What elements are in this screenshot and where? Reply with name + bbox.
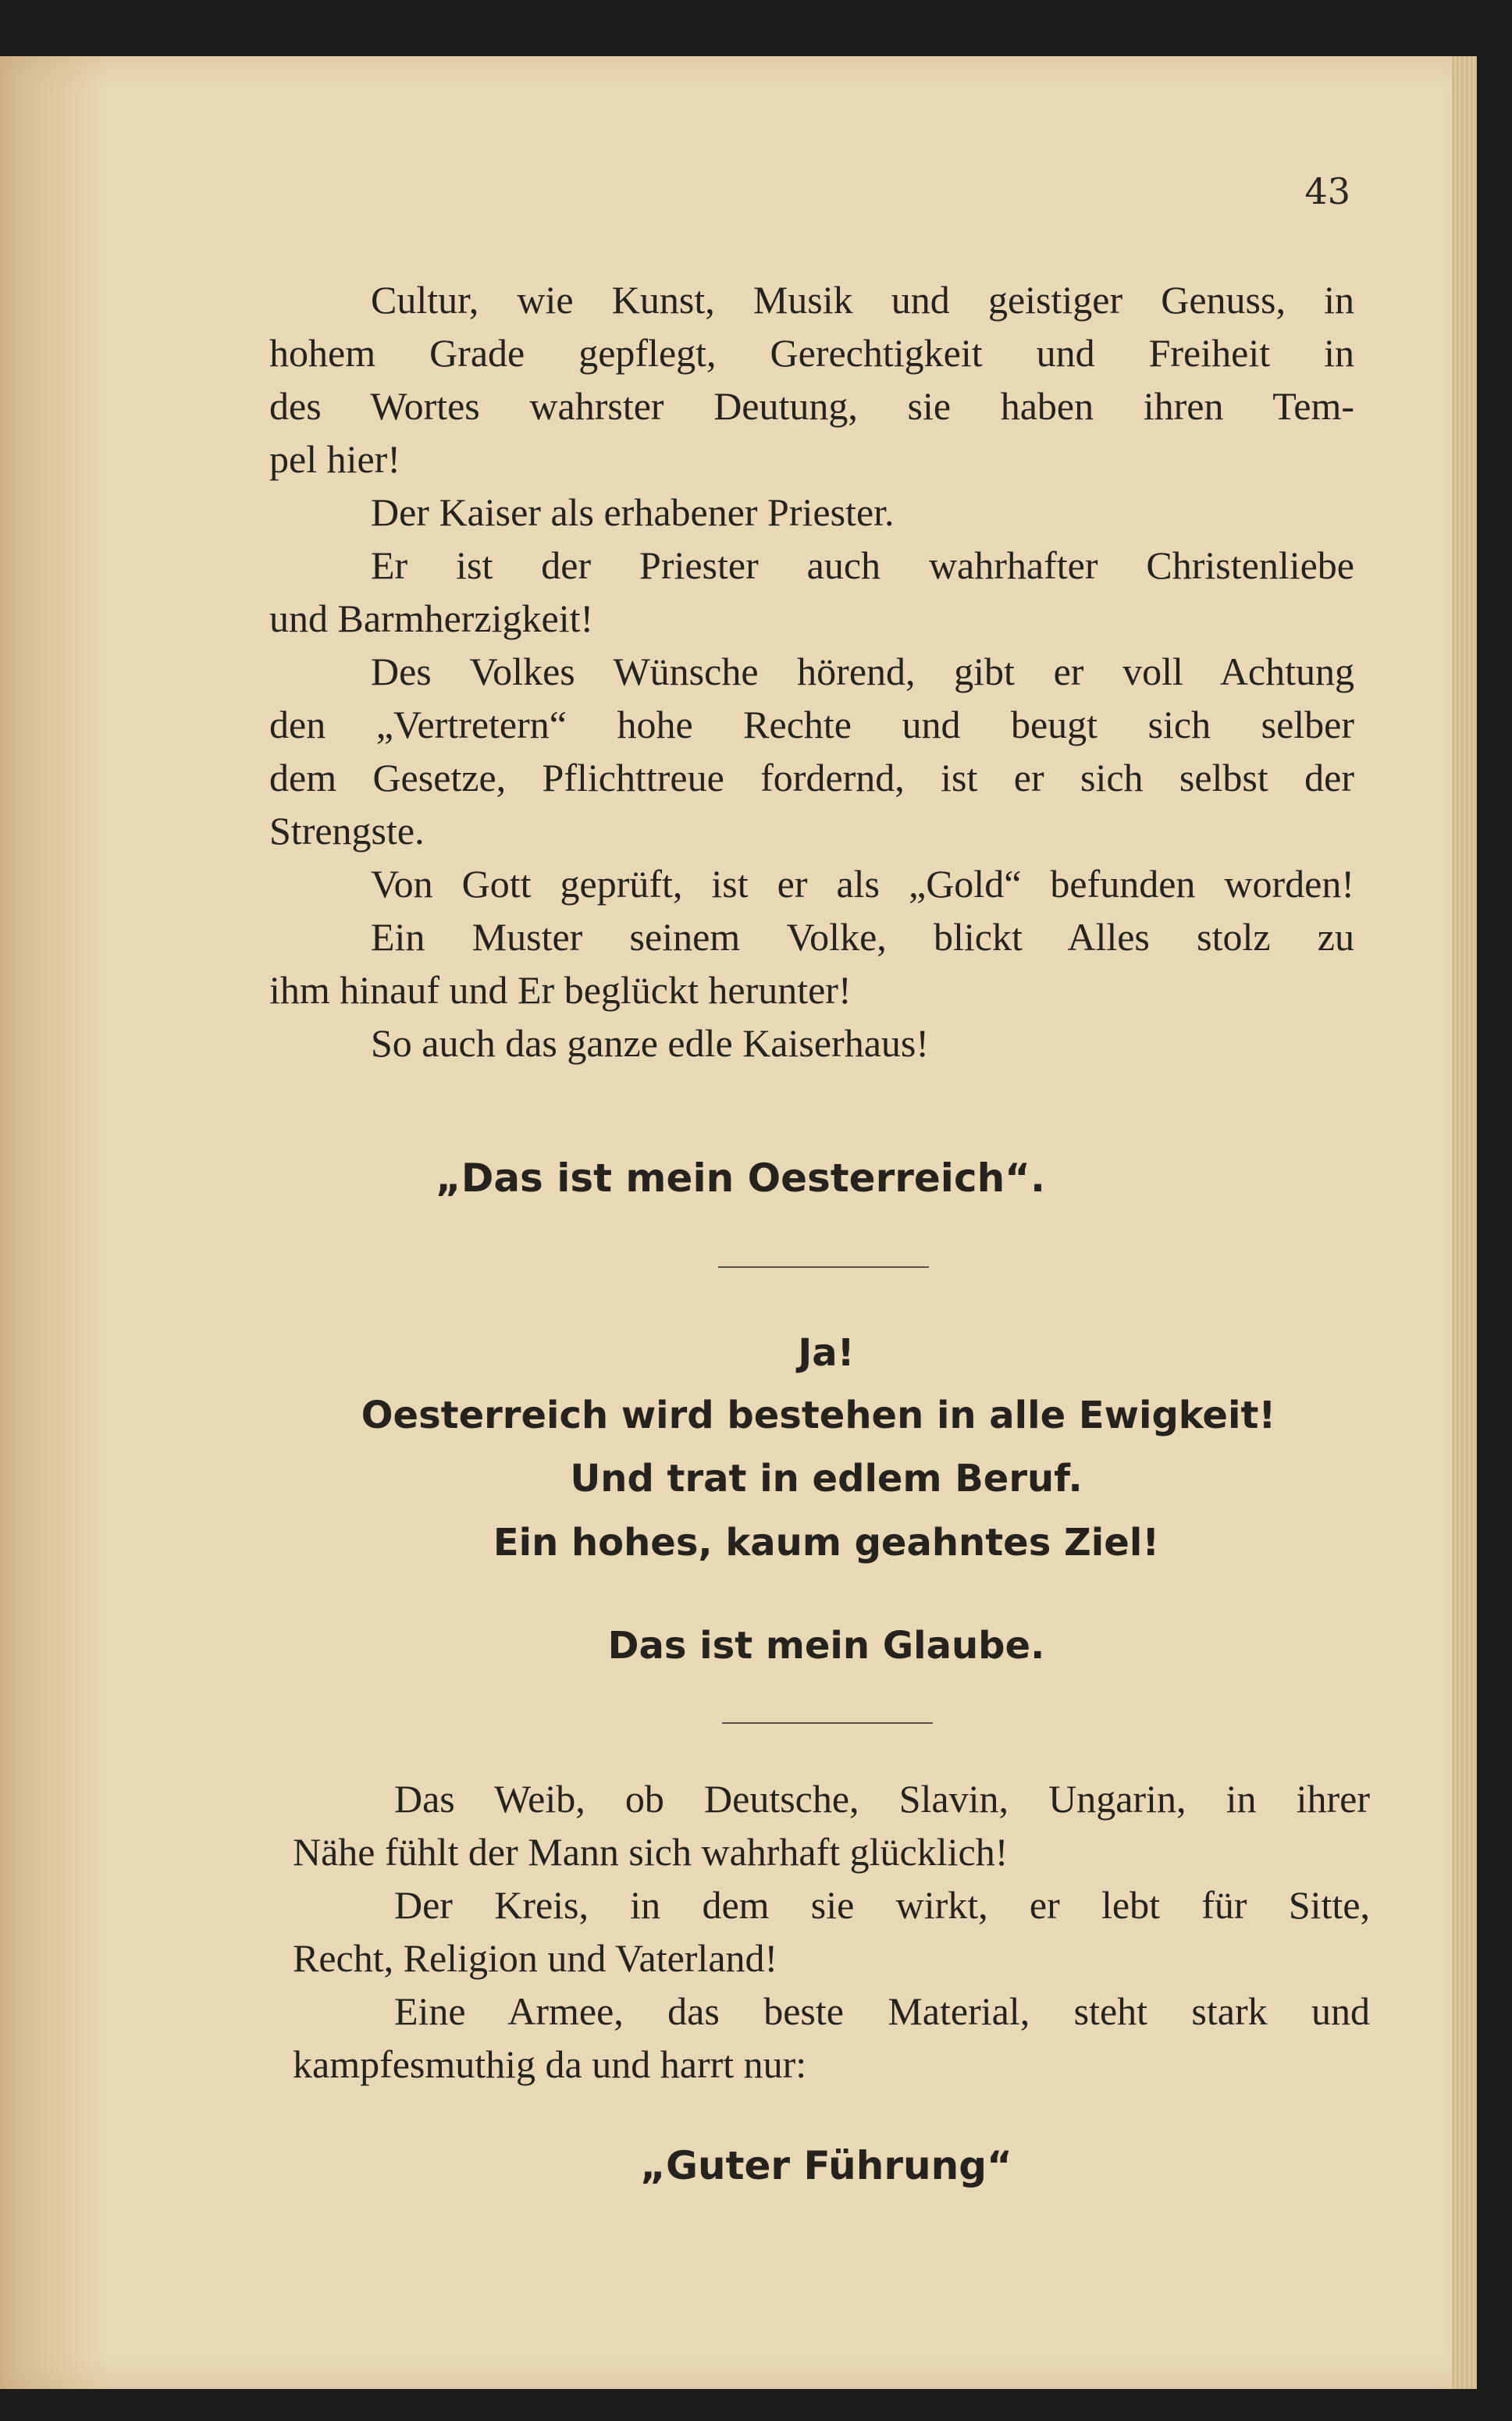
text-line: Eine Armee, das beste Material, steht stark und	[394, 1989, 1370, 2033]
text-line: Der Kaiser als erhabener Priester.	[371, 490, 895, 534]
text-line: und Barmherzigkeit!	[269, 596, 594, 640]
creed-line-2: Und trat in edlem Beruf.	[570, 1457, 1083, 1501]
text-line: hohem Grade gepflegt, Gerechtigkeit und Freiheit in	[269, 331, 1354, 375]
divider-rule	[722, 1722, 933, 1724]
text-line: pel hier!	[269, 437, 400, 481]
text-line: kampfesmuthig da und harrt nur:	[293, 2042, 807, 2086]
text-line: Cultur, wie Kunst, Musik und geistiger Genuss, in	[371, 278, 1354, 322]
text-line: So auch das ganze edle Kaiserhaus!	[371, 1021, 929, 1065]
text-line: Recht, Religion und Vaterland!	[293, 1936, 778, 1980]
motto-oesterreich: „Das ist mein Oesterreich“.	[435, 1155, 1046, 1201]
divider-rule	[718, 1266, 929, 1268]
text-line: Des Volkes Wünsche hörend, gibt er voll Achtung	[371, 650, 1354, 693]
creed-ja: Ja!	[798, 1331, 855, 1375]
text-block-1	[269, 273, 1354, 1070]
page-edge-stack	[1452, 56, 1477, 2389]
text-line: Der Kreis, in dem sie wirkt, er lebt für Sitte,	[394, 1883, 1370, 1927]
text-line: Von Gott geprüft, ist er als „Gold“ befunden worden!	[371, 862, 1354, 906]
text-line: Ein Muster seinem Volke, blickt Alles stolz zu	[371, 915, 1354, 959]
text-line: ihm hinauf und Er beglückt herunter!	[269, 968, 852, 1012]
text-block-2	[293, 1772, 1370, 2091]
creed-line-1: Oesterreich wird bestehen in alle Ewigkeit!	[361, 1394, 1276, 1437]
text-line: den „Vertretern“ hohe Rechte und beugt sich selber	[269, 703, 1354, 746]
gutter-shadow	[0, 56, 109, 2389]
creed-line-3: Ein hohes, kaum geahntes Ziel!	[493, 1521, 1160, 1565]
text-line: Er ist der Priester auch wahrhafter Christenliebe	[371, 543, 1354, 587]
page-number: 43	[1304, 170, 1350, 212]
motto-guter-fuehrung: „Guter Führung“	[640, 2143, 1012, 2188]
creed-closing: Das ist mein Glaube.	[607, 1624, 1045, 1668]
text-line: des Wortes wahrster Deutung, sie haben ihren Tem-	[269, 384, 1354, 428]
text-line: Das Weib, ob Deutsche, Slavin, Ungarin, in ihrer	[394, 1777, 1370, 1821]
text-line: dem Gesetze, Pflichttreue fordernd, ist er sich selbst der	[269, 756, 1354, 799]
text-line: Strengste.	[269, 809, 425, 853]
text-line: Nähe fühlt der Mann sich wahrhaft glücklich!	[293, 1830, 1009, 1874]
